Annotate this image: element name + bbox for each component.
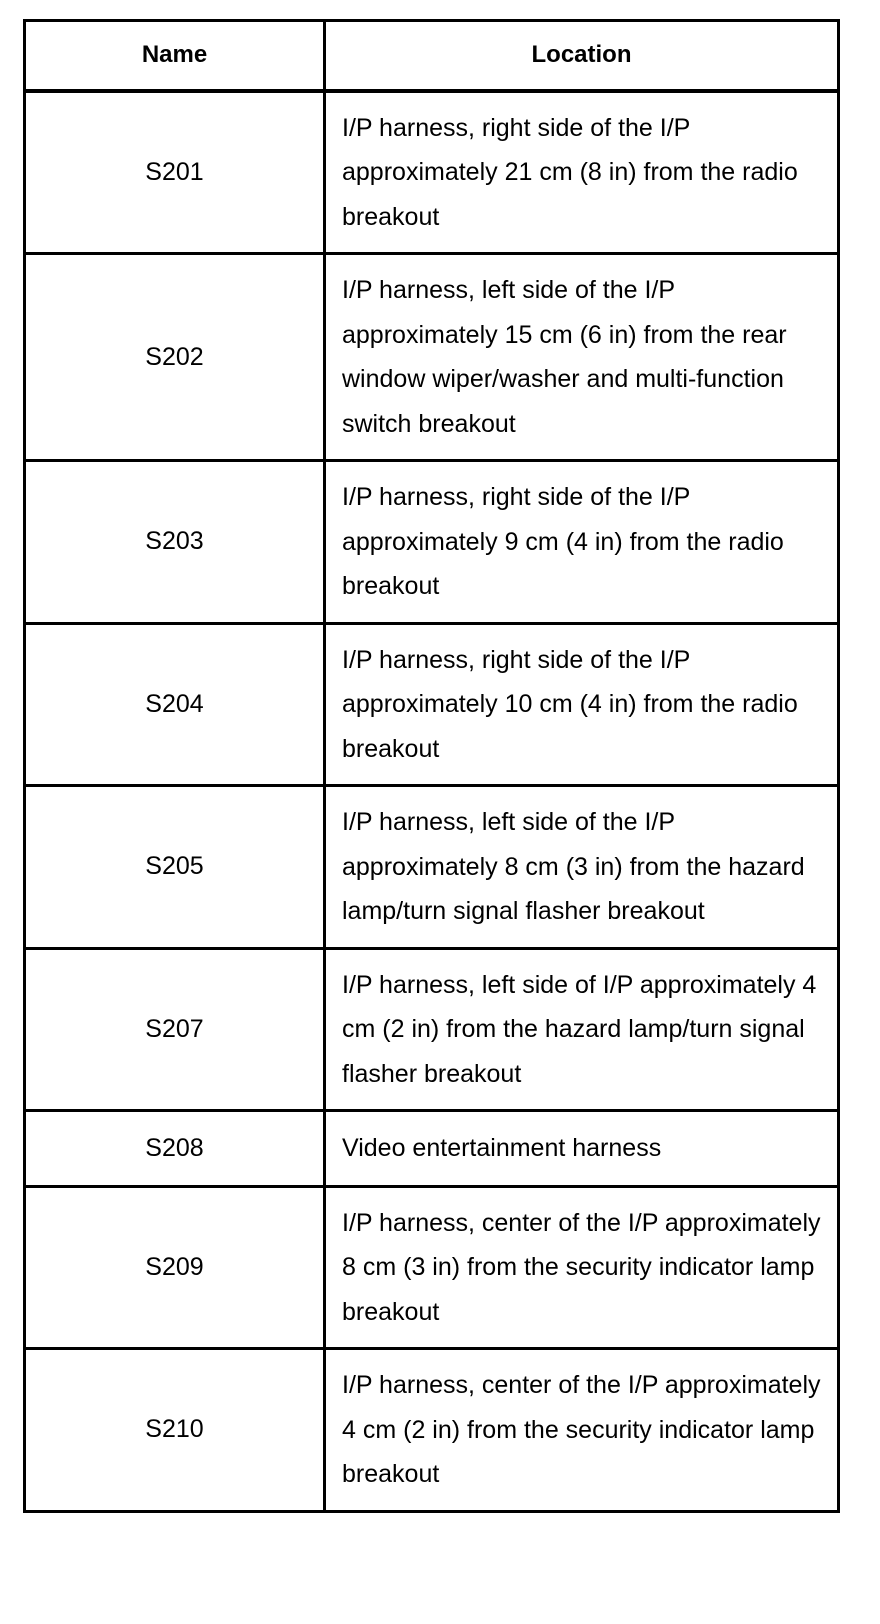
table-header-row — [25, 21, 839, 91]
splice-location: Video entertainment harness — [325, 1111, 839, 1187]
splice-location-table — [23, 19, 840, 1513]
table-row — [25, 623, 839, 786]
table-row — [25, 91, 839, 254]
splice-location: I/P harness, left side of I/P approximately 4 cm (2 in) from the hazard lamp/turn signal flasher breakout — [325, 948, 839, 1111]
splice-location: I/P harness, right side of the I/P approximately 9 cm (4 in) from the radio breakout — [325, 461, 839, 624]
splice-location: I/P harness, center of the I/P approximately 8 cm (3 in) from the security indicator lamp breakout — [325, 1186, 839, 1349]
splice-name: S208 — [25, 1111, 325, 1187]
table-row — [25, 1349, 839, 1512]
table-row — [25, 786, 839, 949]
table-row — [25, 1111, 839, 1187]
splice-name: S201 — [25, 91, 325, 254]
splice-location: I/P harness, left side of the I/P approximately 15 cm (6 in) from the rear window wiper/washer and multi-function switch breakout — [325, 254, 839, 461]
splice-name: S202 — [25, 254, 325, 461]
splice-name: S210 — [25, 1349, 325, 1512]
splice-name: S205 — [25, 786, 325, 949]
table-row — [25, 461, 839, 624]
table-row — [25, 254, 839, 461]
header-name: Name — [25, 21, 325, 91]
header-location: Location — [325, 21, 839, 91]
splice-location: I/P harness, left side of the I/P approximately 8 cm (3 in) from the hazard lamp/turn signal flasher breakout — [325, 786, 839, 949]
splice-location: I/P harness, right side of the I/P approximately 21 cm (8 in) from the radio breakout — [325, 91, 839, 254]
table-row — [25, 948, 839, 1111]
splice-name: S209 — [25, 1186, 325, 1349]
splice-name: S203 — [25, 461, 325, 624]
table-row — [25, 1186, 839, 1349]
splice-location: I/P harness, center of the I/P approximately 4 cm (2 in) from the security indicator lamp breakout — [325, 1349, 839, 1512]
splice-name: S207 — [25, 948, 325, 1111]
splice-location: I/P harness, right side of the I/P approximately 10 cm (4 in) from the radio breakout — [325, 623, 839, 786]
splice-name: S204 — [25, 623, 325, 786]
